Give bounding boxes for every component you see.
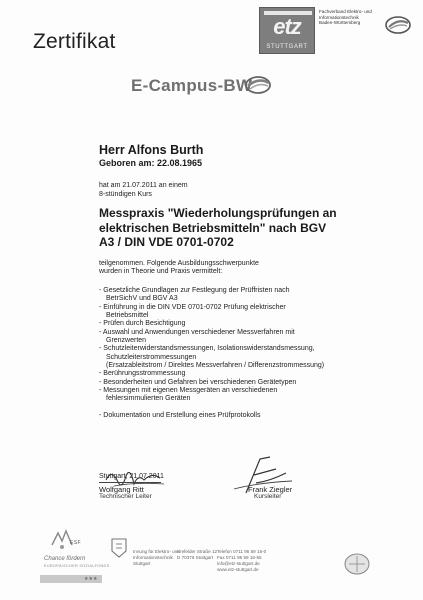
- topic-item: (Ersatzableitstrom / Direktes Messverfahren / Differenzstrommessung): [106, 362, 325, 370]
- topic-item: - Schutzleiterwiderstandsmessungen, Isolationswiderstandsmessung,: [99, 345, 315, 353]
- topic-item: fehlersimmulierten Geräten: [106, 395, 191, 403]
- ecampus-logo-text: E-Campus-BW: [131, 76, 253, 95]
- association-swoosh-icon: [384, 14, 412, 36]
- topic-item: - Auswahl und Anwendungen verschiedener Messverfahren mit: [99, 328, 295, 336]
- topic-item: - Gesetzliche Grundlagen zur Festlegung der Prüffristen nach: [99, 287, 290, 294]
- footer-address-line: Krefelder Straße 12: [177, 549, 218, 554]
- etz-logo-mark: etz: [273, 14, 301, 39]
- recipient-name: Herr Alfons Burth: [99, 143, 204, 157]
- esf-logo-icon: [48, 527, 76, 551]
- eu-flag-stripe: [40, 575, 102, 583]
- footer-guild-line: Stuttgart: [133, 561, 151, 566]
- etz-logo-city: STUTTGART: [266, 44, 308, 50]
- association-line-2: Informationstechnik: [319, 14, 359, 20]
- association-name: [319, 9, 385, 26]
- footer-address-line: D 70376 Stuttgart: [177, 555, 214, 560]
- topic-item: - Prüfen durch Besichtigung: [99, 320, 186, 328]
- association-line-1: Fachverband Elektro- und: [319, 9, 372, 14]
- footer-phone: Telefon 0711 95 59 16-0: [217, 549, 267, 554]
- footer-website: www.etz-stuttgart.de: [217, 567, 259, 572]
- topic-item: Schutzleiterstrommessungen: [106, 353, 197, 361]
- esf-label: ESF: [70, 540, 81, 546]
- recipient-birthdate: Geboren am: 22.08.1965: [99, 158, 203, 168]
- footer: [0, 513, 423, 593]
- topic-item: - Berührungsstrommessung: [99, 370, 186, 378]
- footer-fax: Fax 0711 95 59 16-55: [217, 555, 262, 560]
- topic-gap: [99, 404, 399, 412]
- place-and-date: Stuttgart, 21.07.2011: [99, 473, 164, 480]
- tuev-seal-icon: [343, 552, 371, 576]
- topic-item: - Besonderheiten und Gefahren bei verschiedenen Gerätetypen: [99, 378, 297, 386]
- signer-left-name: Wolfgang Ritt: [99, 485, 144, 494]
- footer-guild-info: [133, 549, 180, 567]
- course-title-line-3: A3 / DIN VDE 0701-0702: [99, 235, 234, 249]
- completion-line-2: wurden in Theorie und Praxis vermittelt:: [99, 268, 223, 275]
- footer-guild-line: Innung für Elektro- und: [133, 549, 180, 554]
- course-intro-line-2: 8-stündigen Kurs: [99, 191, 152, 198]
- chance-foerdern-text: Chance fördern: [44, 556, 86, 562]
- topic-item: Betriebsmittel: [106, 312, 149, 320]
- completion-line-1: teilgenommen. Folgende Ausbildungsschwerpunkte: [99, 260, 259, 267]
- esf-subtitle: EUROPÄISCHER SOZIALFONDS: [44, 564, 110, 568]
- footer-contact: [217, 549, 266, 573]
- etz-stuttgart-logo: [259, 7, 315, 54]
- association-line-3: Baden-Württemberg: [319, 20, 361, 26]
- signer-right-role: Kursleiter: [254, 493, 282, 500]
- signer-left-role: Technischer Leiter: [99, 493, 152, 500]
- course-title: [99, 206, 399, 250]
- course-intro-line-1: hat am 21.07.2011 an einem: [99, 182, 188, 189]
- footer-guild-line: Informationstechnik: [133, 555, 173, 560]
- certificate-title: Zertifikat: [33, 30, 116, 53]
- signer-right-name: Frank Ziegler: [248, 485, 293, 494]
- guild-badge-icon: [110, 537, 128, 559]
- topic-item: BetrSichV und BGV A3: [106, 295, 178, 303]
- course-title-line-1: Messpraxis "Wiederholungsprüfungen an: [99, 206, 337, 220]
- topic-list: [99, 287, 399, 420]
- topic-item-final: - Dokumentation und Erstellung eines Prüfprotokolls: [99, 411, 261, 419]
- topic-item: - Messungen mit eigenen Messgeräten an verschiedenen: [99, 387, 278, 395]
- footer-email: info@etz-stuttgart.de: [217, 561, 260, 566]
- ecampus-swoosh-icon: [244, 74, 272, 96]
- signature-line-left: [99, 482, 161, 483]
- footer-address: [177, 549, 217, 561]
- topic-item: - Einführung in die DIN VDE 0701-0702 Prüfung elektrischer: [99, 303, 286, 311]
- eu-stars-icon: ★★★: [84, 576, 98, 582]
- topic-item: Grenzwerten: [106, 337, 147, 345]
- course-title-line-2: elektrischen Betriebsmitteln" nach BGV: [99, 220, 327, 235]
